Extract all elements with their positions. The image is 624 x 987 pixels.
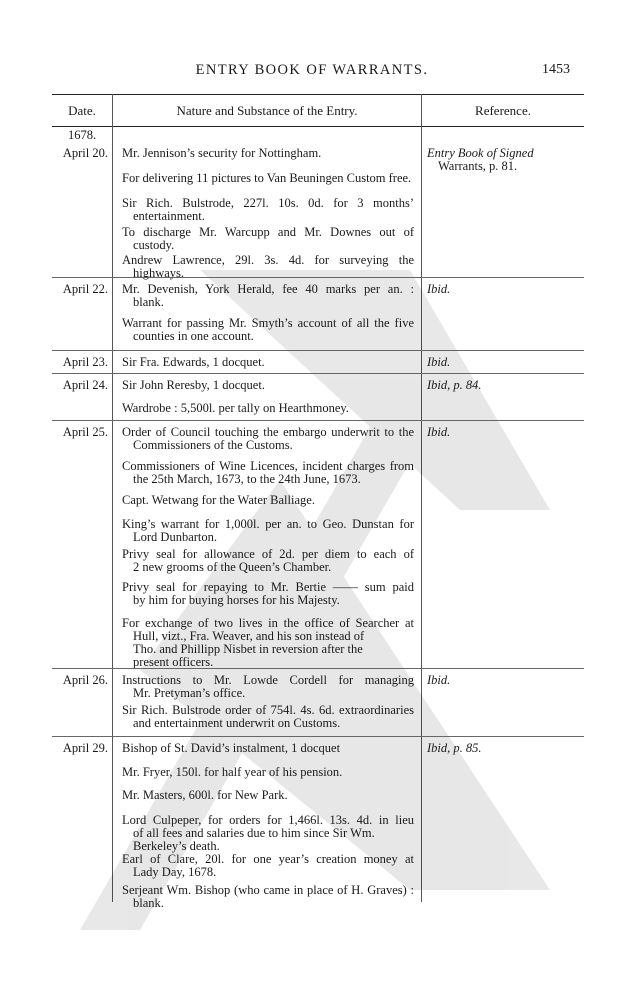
entry-line: Sir John Reresby, 1 docquet. [122,378,265,392]
reference-line: Warrants, p. 81. [438,159,518,173]
entry-text [122,172,414,185]
reference-line: Ibid. [427,673,451,687]
running-head [0,62,624,82]
entry-text [122,548,414,574]
entry-line: the 25th March, 1673, to the 24th June, 1673. [133,472,361,486]
reference-line: Ibid. [427,355,451,369]
entry-line: Andrew Lawrence, 29l. 3s. 4d. for surveying the [122,253,414,267]
entry-line: blank. [133,896,164,910]
entry-date: April 22. [62,282,108,296]
entry-text [122,494,414,507]
entry-text [122,402,414,415]
entry-text [122,617,414,669]
entry-reference [427,426,577,439]
entry-line: and entertainment underwrit on Customs. [133,716,341,730]
entry-reference [427,674,577,687]
header-rule [52,126,584,127]
column-divider-2 [421,94,422,902]
entry-line: Lord Culpeper, for orders for 1,466l. 13s. 4d. in lieu [122,813,414,827]
entry-line: Mr. Fryer, 150l. for half year of his pension. [122,765,343,779]
entry-date: April 29. [62,741,108,755]
entry-line: Serjeant Wm. Bishop (who came in place of H. Graves) : [122,883,414,897]
reference-line: Entry Book of Signed [427,146,534,160]
reference-line: Ibid, p. 85. [427,741,482,755]
reference-line: Ibid. [427,282,451,296]
entry-line: Commissioners of the Customs. [133,438,293,452]
entry-date: April 25. [62,425,108,439]
entry-text [122,814,414,853]
date-separator [52,420,584,421]
entry-line: 2 new grooms of the Queen’s Chamber. [133,560,332,574]
entry-text [122,766,414,779]
date-separator [52,736,584,737]
entry-line: by him for buying horses for his Majesty. [133,593,340,607]
entry-text [122,742,414,755]
entry-line: Earl of Clare, 20l. for one year’s creation money at [122,852,414,866]
entry-line: Mr. Masters, 600l. for New Park. [122,788,288,802]
entry-line: Capt. Wetwang for the Water Balliage. [122,493,315,507]
entry-text [122,426,414,452]
entry-line: Sir Rich. Bulstrode, 227l. 10s. 0d. for 3 months’ [122,196,414,210]
entry-line: highways. [133,266,185,280]
page-number: 1453 [542,62,570,77]
entry-text [122,317,414,343]
entry-text [122,379,414,392]
entry-line: Berkeley’s death. [133,839,220,853]
entry-line: Mr. Devenish, York Herald, fee 40 marks per an. : [122,282,414,296]
entry-line: entertainment. [133,209,205,223]
entry-line: Warrant for passing Mr. Smyth’s account of all the five [122,316,414,330]
column-header-nature: Nature and Substance of the Entry. [176,103,358,118]
entry-line: For exchange of two lives in the office of Searcher at [122,616,414,630]
entry-text [122,226,414,252]
entry-line: Bishop of St. David’s instalment, 1 docquet [122,741,341,755]
entry-line: blank. [133,295,164,309]
entry-date: April 24. [62,378,108,392]
entry-line: Tho. and Phillipp Nisbet in reversion after the [133,642,363,656]
entry-text [122,704,414,730]
entry-text [122,197,414,223]
entry-text [122,789,414,802]
entry-line: Order of Council touching the embargo underwrit to the [122,425,414,439]
entry-reference [427,147,577,173]
entry-text [122,674,414,700]
date-separator [52,668,584,669]
entry-line: For delivering 11 pictures to Van Beuningen Custom free. [122,171,412,185]
entry-reference [427,356,577,369]
column-divider-1 [112,94,113,902]
reference-line: Ibid, p. 84. [427,378,482,392]
entry-line: Wardrobe : 5,500l. per tally on Hearthmoney. [122,401,349,415]
entry-date: April 23. [62,355,108,369]
entry-line: Instructions to Mr. Lowde Cordell for managing [122,673,414,687]
entry-date: April 20. [62,146,108,160]
entry-line: Privy seal for allowance of 2d. per diem to each of [122,547,414,561]
entry-line: Privy seal for repaying to Mr. Bertie —— sum paid [122,580,414,594]
entry-reference [427,742,577,755]
entry-line: King’s warrant for 1,000l. per an. to Geo. Dunstan for [122,517,414,531]
column-header-reference: Reference. [475,103,531,118]
reference-line: Ibid. [427,425,451,439]
entry-text [122,853,414,879]
entry-reference [427,283,577,296]
entry-text [122,581,414,607]
date-separator [52,373,584,374]
column-header-date: Date. [68,103,96,118]
entry-line: Lord Dunbarton. [133,530,218,544]
entry-text [122,356,414,369]
entry-date: April 26. [62,673,108,687]
entry-line: Hull, vizt., Fra. Weaver, and his son instead of [133,629,365,643]
entry-line: Commissioners of Wine Licences, incident charges from [122,459,414,473]
year-label: 1678. [67,128,97,142]
entry-line: Mr. Pretyman’s office. [133,686,246,700]
entry-text [122,518,414,544]
entry-text [122,283,414,309]
entry-line: of all fees and salaries due to him since Sir Wm. [133,826,375,840]
top-rule [52,94,584,95]
entry-line: Sir Rich. Bulstrode order of 754l. 4s. 6d. extraordinaries [122,703,414,717]
entry-line: custody. [133,238,175,252]
entry-line: Mr. Jennison’s security for Nottingham. [122,146,322,160]
entry-text [122,147,414,160]
entry-reference [427,379,577,392]
entry-line: To discharge Mr. Warcupp and Mr. Downes out of [122,225,414,239]
entry-line: Lady Day, 1678. [133,865,217,879]
entry-line: Sir Fra. Edwards, 1 docquet. [122,355,265,369]
entry-line: present officers. [133,655,214,669]
entry-line: counties in one account. [133,329,254,343]
page-title: ENTRY BOOK OF WARRANTS. [195,62,429,78]
date-separator [52,277,584,278]
entry-text [122,460,414,486]
entry-text [122,884,414,910]
date-separator [52,350,584,351]
